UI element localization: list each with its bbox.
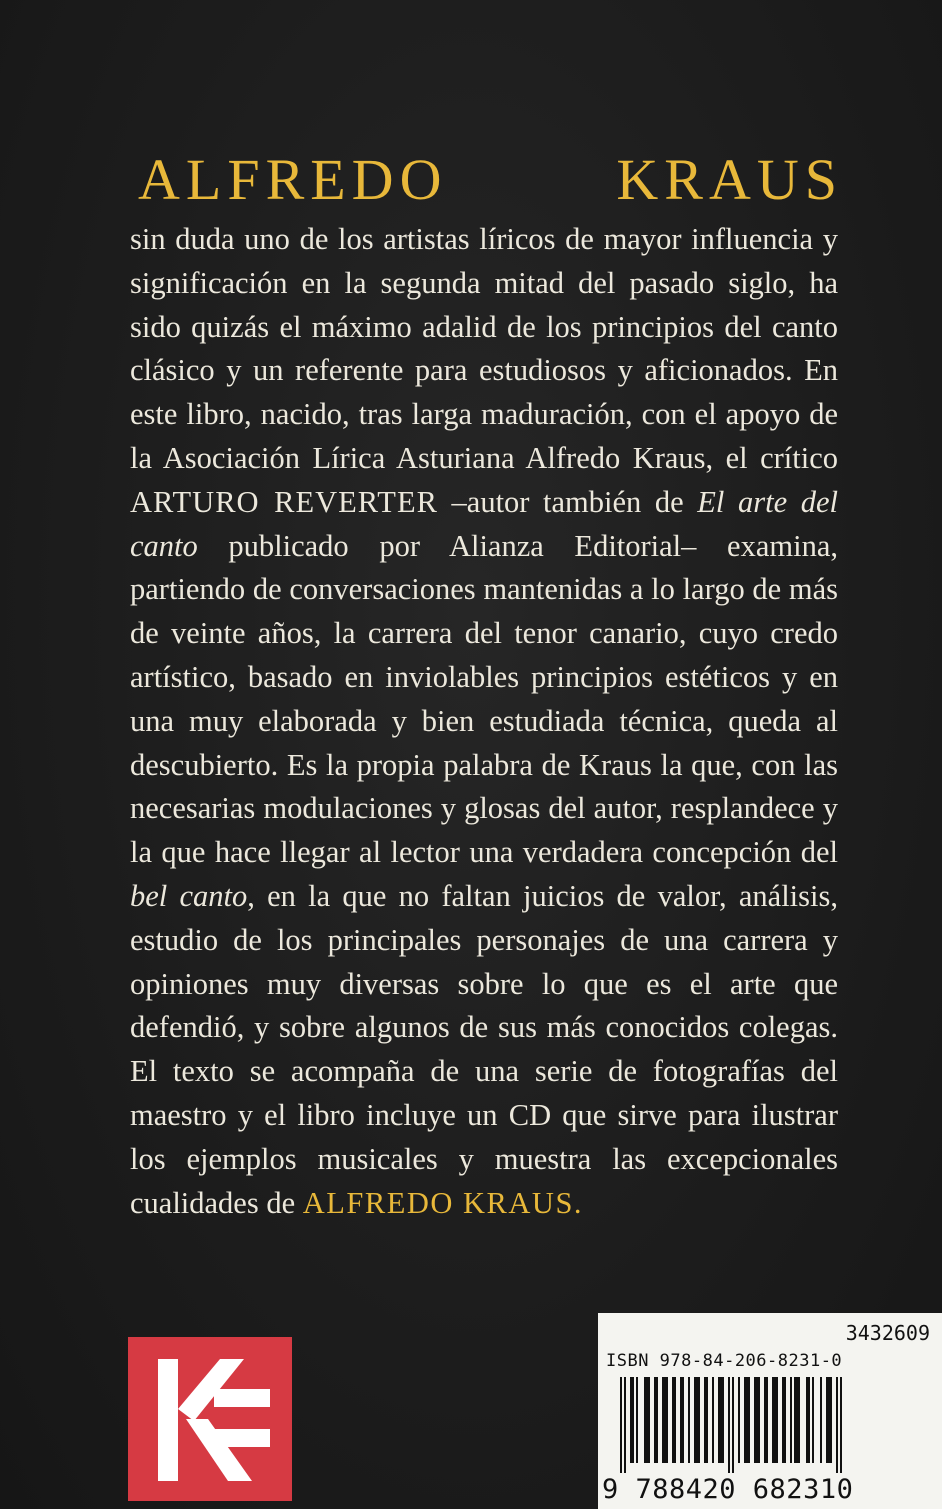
isbn-text: ISBN 978-84-206-8231-0 (606, 1351, 843, 1371)
blurb-part-1: sin duda uno de los artistas líricos de mayor influencia y significación en la segunda mitad del pasado siglo, ha sido quizás el máximo adalid de los principios del canto clásico y un referente para estudiosos y aficionados. En este libro, nacido, tras larga maduración, con el apoyo de la Asociación Lírica Asturiana Alfredo Kraus, el crítico (130, 222, 838, 475)
publisher-logo (128, 1337, 292, 1501)
internal-code: 3432609 (845, 1321, 930, 1345)
bel-canto-term: bel canto (130, 878, 248, 913)
blurb-part-2: –autor también de (437, 484, 698, 519)
cover-title: ALFREDO KRAUS (138, 147, 843, 212)
closing-artist-name: ALFREDO KRAUS. (302, 1185, 584, 1220)
publisher-logo-mark (128, 1337, 292, 1501)
barcode-label (598, 1313, 942, 1509)
blurb-part-3: publicado por Alianza Editorial– examina, partiendo de conversaciones mantenidas a lo largo de más de veinte años, la carrera del tenor canario, cuyo credo artístico, basado en inviolables principios estéticos y en una muy elaborada y bien estudiada técnica, queda al descubierto. Es la propia palabra de Kraus la que, con las necesarias modulaciones y glosas del autor, resplandece y la que hace llegar al lector una verdadera concepción del (130, 528, 838, 870)
blurb-text (130, 218, 838, 1225)
barcode-digits: 9 788420 682310 (602, 1474, 854, 1505)
barcode-bars (606, 1377, 932, 1473)
author-name: ARTURO REVERTER (130, 484, 438, 519)
book-title-reference: El arte del canto (130, 484, 839, 563)
blurb-part-4: , en la que no faltan juicios de valor, análisis, estudio de los principales personajes de una carrera y opiniones muy diversas sobre lo que es el arte que defendió, y sobre algunos de sus más conocidos colegas. El texto se acompaña de una serie de fotografías del maestro y el libro incluye un CD que sirve para ilustrar los ejemplos musicales y muestra las excepcionales cualidades de (130, 878, 838, 1220)
